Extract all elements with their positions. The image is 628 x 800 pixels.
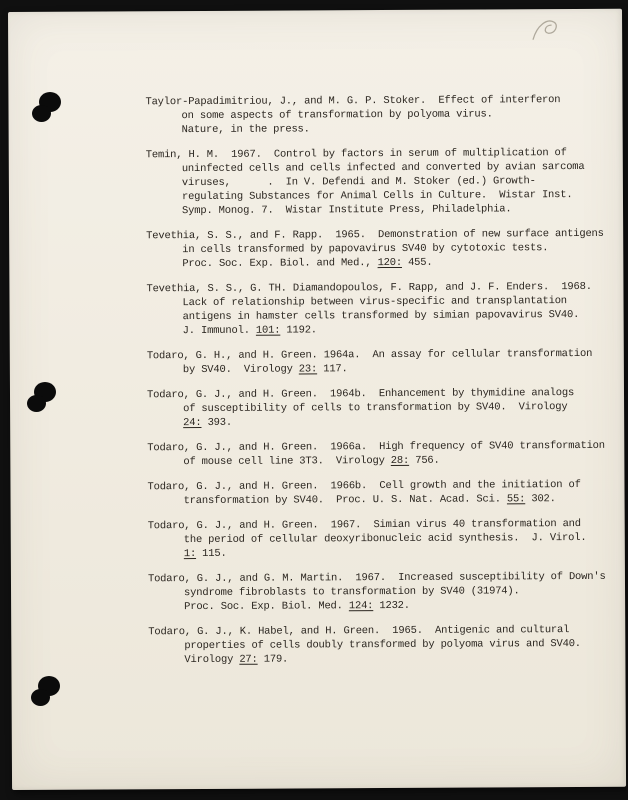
reference-text: regulating Substances for Animal Cells in Culture. Wistar Inst. [181,189,573,204]
reference-entry [145,93,617,137]
reference-line [147,439,619,455]
reference-text: Taylor-Papadimitriou, J., and M. G. P. Stoker. Effect of interferon [145,94,561,109]
reference-line [147,400,619,416]
reference-text: Todaro, G. J., and H. Green. 1966b. Cell growth and the initiation of [147,479,581,494]
reference-text: Todaro, G. J., and H. Green. 1966a. High frequency of SV40 transformation [147,439,605,455]
reference-text: Lack of relationship between virus-specific and transplantation [182,295,567,310]
reference-text: Proc. Soc. Exp. Biol. Med. [184,600,349,614]
reference-text: 302. [525,493,556,506]
paper-page [8,9,626,790]
reference-text: Nature, in the press. [181,123,310,137]
volume-number-underlined: 1: [183,548,197,561]
reference-text: properties of cells doubly transformed by polyoma virus and SV40. [184,638,581,653]
reference-text: 179. [257,653,289,666]
volume-number-underlined: 120: [377,256,402,270]
volume-number-underlined: 23: [298,363,318,376]
reference-text: by SV40. Virology [182,363,299,377]
reference-line [146,241,618,257]
reference-entry [147,386,619,430]
reference-line [146,255,618,271]
reference-line [146,188,618,204]
volume-number-underlined: 124: [348,600,374,613]
reference-text: 117. [317,363,348,376]
reference-text: antigens in hamster cells transformed by simian papovavirus SV40. [182,309,580,324]
reference-line [148,637,620,653]
reference-line [148,651,620,667]
hole-punch-top [32,92,62,130]
reference-text: 115. [196,547,227,561]
volume-number-underlined: 101: [255,324,281,337]
reference-entry [146,280,618,338]
reference-line [146,160,618,176]
reference-line [147,361,619,377]
reference-entry [147,478,619,508]
pen-mark [528,15,566,47]
reference-line [147,414,619,430]
reference-text: syndrome fibroblasts to transformation by SV40 (31974). [184,585,520,600]
reference-text: Tevethia, S. S., G. TH. Diamandopoulos, F. Rapp, and J. F. Enders. 1968. [146,280,592,296]
reference-text: 756. [409,454,440,467]
reference-text: the period of cellular deoxyribonucleic acid synthesis. J. Virol. [183,531,587,547]
reference-text: J. Immunol. [182,324,256,338]
reference-line [146,202,618,218]
reference-entry [147,439,619,469]
volume-number-underlined: 55: [506,493,526,506]
hole-punch-bottom [31,676,61,714]
reference-line [148,598,620,614]
reference-text: 455. [401,256,433,269]
reference-line [148,545,620,561]
reference-text: of mouse cell line 3T3. Virology [183,455,391,469]
reference-line [147,453,619,469]
volume-number-underlined: 27: [239,653,258,666]
reference-text: 1192. [280,324,317,337]
reference-line [147,322,619,338]
reference-text: 393. [201,416,233,429]
reference-text: Todaro, G. H., and H. Green. 1964a. An assay for cellular transformation [146,347,593,363]
reference-text: on some aspects of transformation by polyoma virus. [181,108,493,123]
reference-text: uninfected cells and cells infected and converted by avian sarcoma [181,160,585,176]
reference-line [147,308,619,324]
reference-line [147,347,619,363]
reference-entry [146,146,618,218]
reference-line [146,121,618,137]
reference-entry [148,623,620,667]
reference-entry [146,227,618,271]
reference-line [145,93,617,109]
reference-text: Todaro, G. J., and H. Green. 1967. Simian virus 40 transformation and [147,518,581,533]
reference-text: Todaro, G. J., and G. M. Martin. 1967. Increased susceptibility of Down's [147,570,606,586]
reference-text: Virology [184,653,240,667]
reference-text: Tevethia, S. S., and F. Rapp. 1965. Demonstration of new surface antigens [146,227,604,243]
volume-number-underlined: 24: [183,416,202,430]
reference-entry [148,517,620,561]
reference-text: Temin, H. M. 1967. Control by factors in serum of multiplication of [145,147,567,162]
reference-line [148,531,620,547]
volume-number-underlined: 28: [390,454,410,468]
reference-text: Todaro, G. J., and H. Green. 1964b. Enhancement by thymidine analogs [146,387,575,402]
reference-text: in cells transformed by papovavirus SV40 by cytotoxic tests. [182,242,549,257]
hole-punch-middle [27,382,57,420]
reference-text: 1232. [373,599,410,613]
reference-text: transformation by SV40. Proc. U. S. Nat. Acad. Sci. [183,493,507,508]
reference-text: viruses, . In V. Defendi and M. Stoker (ed.) Growth- [181,175,536,190]
references-list [145,93,620,678]
reference-text: Proc. Soc. Exp. Biol. and Med., [182,257,378,271]
reference-line [148,570,620,586]
reference-text: of susceptibility of cells to transformation by SV40. Virology [183,401,568,416]
reference-line [148,492,620,508]
reference-text: Todaro, G. J., K. Habel, and H. Green. 1965. Antigenic and cultural [148,624,570,639]
reference-text: Symp. Monog. 7. Wistar Institute Press, Philadelphia. [182,203,512,218]
reference-entry [147,347,619,377]
reference-entry [148,570,620,614]
